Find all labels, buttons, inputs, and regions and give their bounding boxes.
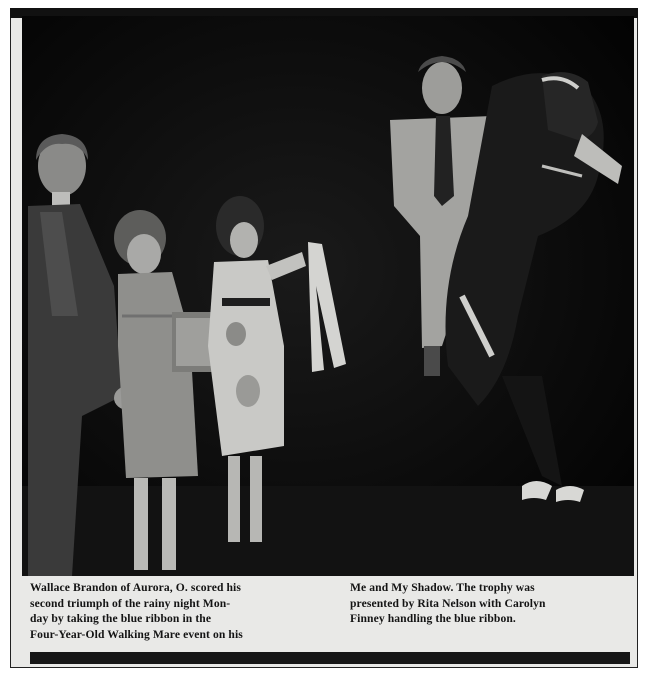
caption-line: presented by Rita Nelson with Carolyn <box>350 596 546 610</box>
caption-line: second triumph of the rainy night Mon- <box>30 596 231 610</box>
photo-illustration <box>22 16 634 576</box>
caption-line: day by taking the blue ribbon in the <box>30 612 212 626</box>
caption-column-1 <box>30 580 340 642</box>
clipping-bottom-edge <box>30 652 630 664</box>
caption-line: Me and My Shadow. The trophy was <box>350 581 535 594</box>
caption-column-2 <box>350 580 640 627</box>
caption-line: Four-Year-Old Walking Mare event on his <box>30 627 243 641</box>
caption-line: Finney handling the blue ribbon. <box>350 612 516 626</box>
news-photo <box>22 16 634 576</box>
caption-line: Wallace Brandon of Aurora, O. scored his <box>30 581 241 594</box>
